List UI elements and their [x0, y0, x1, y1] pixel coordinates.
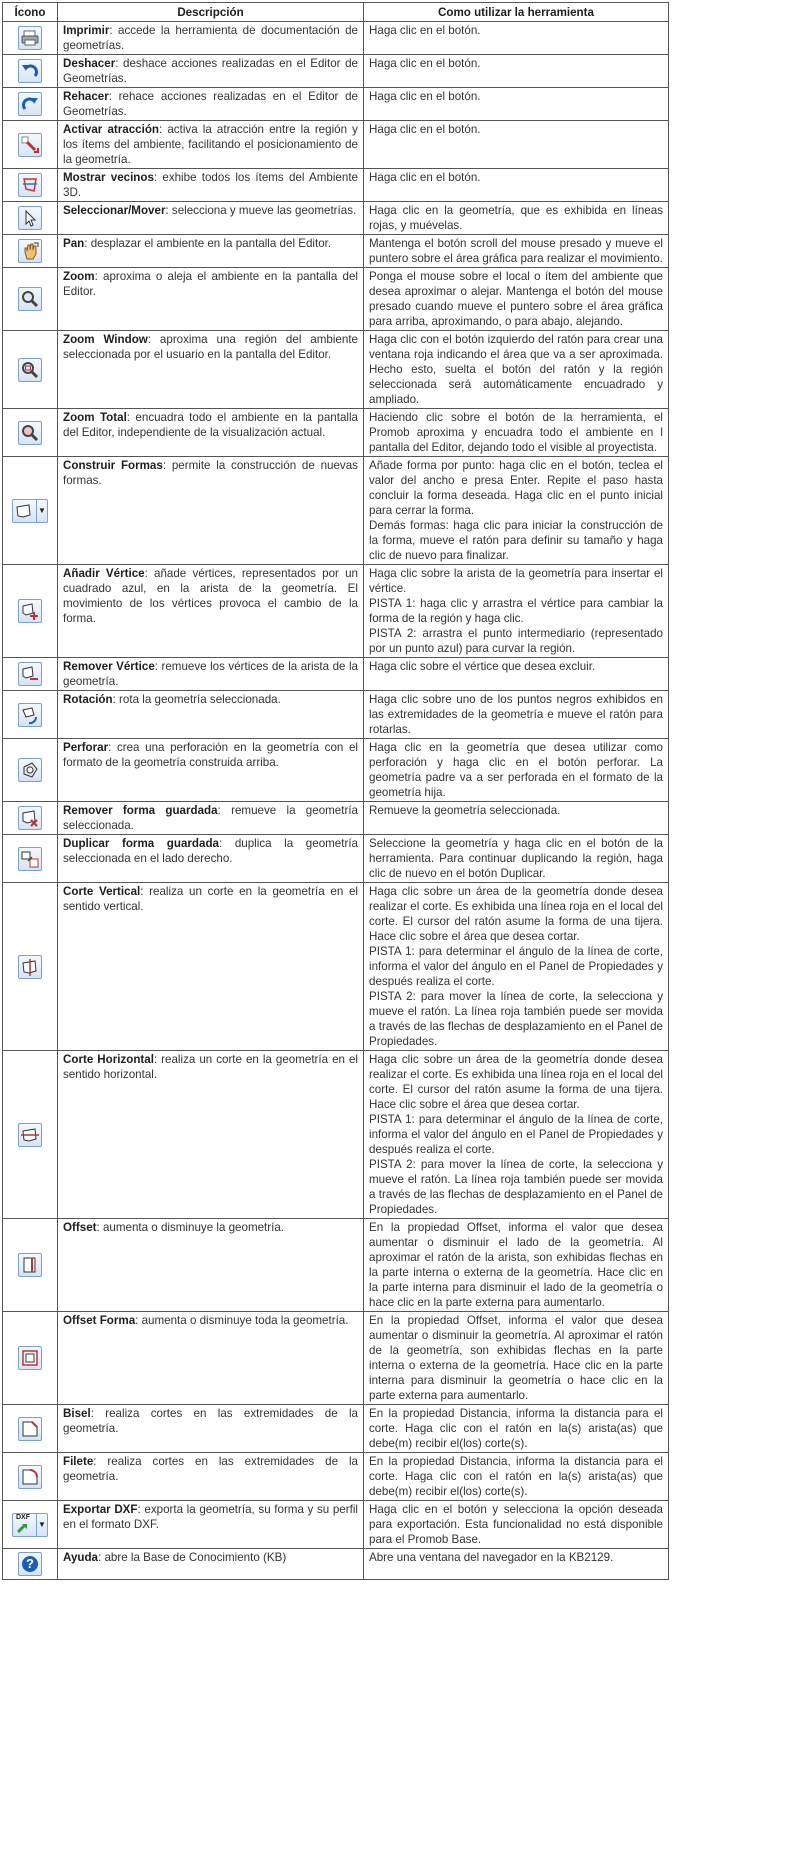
tool-description: : aproxima una región del ambiente seleccionada por el usuario en la pantalla del Editor. — [63, 333, 358, 361]
tool-name: Exportar DXF — [63, 1503, 138, 1516]
usage-paragraph: Haga clic sobre un área de la geometría donde desea realizar el corte. Es exhibida una línea roja en el local del corte. El cursor del ratón asume la forma de una tijera. Hace clic sobre el área que desea cortar. — [369, 1053, 663, 1111]
tool-name: Bisel — [63, 1407, 91, 1420]
header-icon: Ícono — [3, 3, 58, 22]
cursor-icon[interactable] — [18, 206, 42, 230]
usage-paragraph: En la propiedad Offset, informa el valor que desea aumentar o disminuir la geometría. Al aproximar el ratón de la geometría, son exhibidas flechas en la parte interna o externa de la geometría. Hace clic en la parte interna para disminuir la geometría o hace clic en la parte externa para aumentarlo. — [369, 1314, 663, 1402]
tool-name: Remover forma guardada — [63, 804, 218, 817]
header-usage: Como utilizar la herramienta — [364, 3, 669, 22]
table-row — [3, 1501, 669, 1549]
table-row — [3, 1453, 669, 1501]
usage-cell — [364, 268, 669, 331]
usage-paragraph: PISTA 1: haga clic y arrastra el vértice para cambiar la forma de la región y haga clic. — [369, 597, 663, 625]
perforate-icon[interactable] — [18, 758, 42, 782]
tool-name: Zoom Window — [63, 333, 148, 346]
usage-cell — [364, 883, 669, 1051]
icon-cell — [3, 1051, 58, 1219]
tool-name: Imprimir — [63, 24, 110, 37]
dxf-label: DXF — [16, 1513, 30, 1521]
table-header-row — [3, 3, 669, 22]
add-vertex-icon[interactable] — [18, 599, 42, 623]
icon-cell — [3, 658, 58, 691]
table-row — [3, 1051, 669, 1219]
description-cell — [58, 88, 364, 121]
tool-description: : exhibe todos los ítems del Ambiente 3D. — [63, 171, 358, 199]
tool-description: : aproxima o aleja el ambiente en la pantalla del Editor. — [63, 270, 358, 298]
fillet-icon[interactable] — [18, 1465, 42, 1489]
usage-cell — [364, 802, 669, 835]
tool-name: Rotación — [63, 693, 113, 706]
tool-description: : desplazar el ambiente en la pantalla del Editor. — [84, 237, 332, 250]
undo-icon[interactable] — [18, 59, 42, 83]
printer-icon[interactable] — [18, 26, 42, 50]
redo-icon[interactable] — [18, 92, 42, 116]
tool-name: Remover Vértice — [63, 660, 155, 673]
usage-paragraph: Haga clic sobre uno de los puntos negros exhibidos en las extremidades de la geometría e mueve el ratón para rotarlas. — [369, 693, 663, 736]
usage-paragraph: Haga clic en la geometría que desea utilizar como perforación y haga clic en el botón perforar. La geometría padre va a ser perforada en el formato de la geometría hija. — [369, 741, 663, 799]
zoom-window-icon[interactable] — [18, 358, 42, 382]
description-cell — [58, 409, 364, 457]
usage-paragraph: Haga clic sobre la arista de la geometría para insertar el vértice. — [369, 567, 663, 595]
tool-name: Filete — [63, 1455, 94, 1468]
usage-paragraph: PISTA 2: arrastra el punto intermediario (representado por un punto azul) para curvar la región. — [369, 627, 663, 655]
tool-name: Duplicar forma guardada — [63, 837, 219, 850]
table-row — [3, 565, 669, 658]
description-cell — [58, 1549, 364, 1580]
usage-cell — [364, 658, 669, 691]
description-cell — [58, 331, 364, 409]
usage-paragraph: PISTA 1: para determinar el ángulo de la línea de corte, informa el valor del ángulo en el Panel de Propiedades y después realiza el corte. — [369, 1113, 663, 1156]
icon-cell — [3, 202, 58, 235]
tool-description: : añade vértices, representados por un cuadrado azul, en la arista de la geometría. El movimiento de los vértices provoca el cambio de la forma. — [63, 567, 358, 625]
icon-cell — [3, 55, 58, 88]
table-row — [3, 409, 669, 457]
usage-cell — [364, 565, 669, 658]
usage-cell — [364, 1501, 669, 1549]
icon-cell — [3, 739, 58, 802]
vertical-cut-icon[interactable] — [18, 955, 42, 979]
usage-paragraph: Haga clic en el botón. — [369, 24, 481, 37]
table-row — [3, 658, 669, 691]
table-row — [3, 22, 669, 55]
usage-paragraph: Haga clic sobre un área de la geometría donde desea realizar el corte. Es exhibida una línea roja en el local del corte. El cursor del ratón asume la forma de una tijera. Hace clic sobre el área que desea cortar. — [369, 885, 663, 943]
description-cell — [58, 457, 364, 565]
build-shape-icon[interactable] — [12, 499, 48, 523]
usage-paragraph: En la propiedad Distancia, informa la distancia para el corte. Haga clic con el ratón en la(s) arista(as) que debe(m) recibir el(los) corte(s). — [369, 1455, 663, 1498]
tool-description: : selecciona y mueve las geometrías. — [165, 204, 357, 217]
icon-cell — [3, 1219, 58, 1312]
usage-cell — [364, 691, 669, 739]
description-cell — [58, 802, 364, 835]
tool-name: Mostrar vecinos — [63, 171, 154, 184]
table-row — [3, 802, 669, 835]
description-cell — [58, 121, 364, 169]
export-dxf-icon[interactable] — [12, 1513, 48, 1537]
usage-cell — [364, 1453, 669, 1501]
duplicate-shape-icon[interactable] — [18, 847, 42, 871]
description-cell — [58, 22, 364, 55]
tool-name: Seleccionar/Mover — [63, 204, 166, 217]
usage-cell — [364, 739, 669, 802]
description-cell — [58, 55, 364, 88]
header-description: Descripción — [58, 3, 364, 22]
tool-name: Activar atracción — [63, 123, 159, 136]
tool-description: : rehace acciones realizadas en el Editor de Geometrías. — [63, 90, 358, 118]
icon-cell — [3, 691, 58, 739]
icon-cell — [3, 802, 58, 835]
tool-description: : realiza cortes en las extremidades de la geometría. — [63, 1455, 358, 1483]
icon-cell — [3, 1549, 58, 1580]
tool-description: : aumenta o disminuye la geometría. — [96, 1221, 285, 1234]
description-cell — [58, 202, 364, 235]
tool-name: Rehacer — [63, 90, 109, 103]
remove-vertex-icon[interactable] — [18, 662, 42, 686]
tool-name: Perforar — [63, 741, 109, 754]
usage-cell — [364, 88, 669, 121]
tool-name: Corte Vertical — [63, 885, 141, 898]
tool-name: Offset — [63, 1221, 97, 1234]
description-cell — [58, 835, 364, 883]
help-icon[interactable] — [18, 1552, 42, 1576]
horizontal-cut-icon[interactable] — [18, 1123, 42, 1147]
icon-cell — [3, 22, 58, 55]
icon-cell — [3, 883, 58, 1051]
usage-cell — [364, 1219, 669, 1312]
icon-cell — [3, 121, 58, 169]
usage-paragraph: Demás formas: haga clic para iniciar la construcción de la forma, mueve el ratón para definir su tamaño y haga clic de nuevo para finalizar. — [369, 519, 663, 562]
usage-cell — [364, 22, 669, 55]
usage-paragraph: Haga clic en la geometría, que es exhibida en líneas rojas, y muévelas. — [369, 204, 663, 232]
usage-cell — [364, 121, 669, 169]
icon-cell — [3, 409, 58, 457]
description-cell — [58, 691, 364, 739]
tool-name: Añadir Vértice — [63, 567, 145, 580]
description-cell — [58, 1051, 364, 1219]
table-row — [3, 739, 669, 802]
usage-paragraph: Haga clic en el botón y selecciona la opción deseada para exportación. Esta funcionalidad no está disponible para el Promob Base. — [369, 1503, 663, 1546]
description-cell — [58, 235, 364, 268]
tool-name: Zoom Total — [63, 411, 127, 424]
usage-paragraph: Haga clic en el botón. — [369, 171, 481, 184]
icon-cell — [3, 1453, 58, 1501]
table-row — [3, 1549, 669, 1580]
table-row — [3, 457, 669, 565]
tool-description: : encuadra todo el ambiente en la pantalla del Editor, independiente de la visualización actual. — [63, 411, 358, 439]
table-row — [3, 88, 669, 121]
usage-cell — [364, 202, 669, 235]
offset-icon[interactable] — [18, 1253, 42, 1277]
usage-paragraph: Remueve la geometría seleccionada. — [369, 804, 561, 817]
usage-paragraph: Haciendo clic sobre el botón de la herramienta, el Promob aproxima y encuadra todo el ambiente en l pantalla del Editor, dejando todo el visible al proyectista. — [369, 411, 663, 454]
table-row — [3, 691, 669, 739]
pan-hand-icon[interactable] — [18, 239, 42, 263]
table-row — [3, 1405, 669, 1453]
usage-paragraph: Haga clic en el botón. — [369, 57, 481, 70]
tool-description: : realiza un corte en la geometría en el sentido horizontal. — [63, 1053, 358, 1081]
tool-description: : realiza un corte en la geometría en el sentido vertical. — [63, 885, 359, 913]
description-cell — [58, 1501, 364, 1549]
tool-description: : duplica la geometría seleccionada en el lado derecho. — [63, 837, 358, 865]
table-row — [3, 169, 669, 202]
usage-cell — [364, 235, 669, 268]
table-row — [3, 835, 669, 883]
icon-cell — [3, 88, 58, 121]
tool-description: : exporta la geometría, su forma y su perfil en el formato DXF. — [63, 1503, 358, 1531]
usage-cell — [364, 1051, 669, 1219]
description-cell — [58, 658, 364, 691]
tool-name: Offset Forma — [63, 1314, 136, 1327]
tool-name: Construir Formas — [63, 459, 163, 472]
usage-paragraph: Mantenga el botón scroll del mouse presado y mueve el puntero sobre el área gráfica para realizar el movimiento. — [369, 237, 663, 265]
usage-paragraph: En la propiedad Offset, informa el valor que desea aumentar o disminuir el lado de la geometría. Al aproximar el ratón de la arista, son exhibidas flechas en la parte interna o externa de la geometría. Hace clic en la parte interna para disminuir el lado de la geometría o hace clic en la parte externa para aumentarlo. — [369, 1221, 663, 1309]
table-row — [3, 1312, 669, 1405]
icon-cell — [3, 169, 58, 202]
icon-cell — [3, 835, 58, 883]
usage-paragraph: En la propiedad Distancia, informa la distancia para el corte. Haga clic con el ratón en la(s) arista(as) que debe(m) recibir el(los) corte(s). — [369, 1407, 663, 1450]
usage-paragraph: Haga clic sobre el vértice que desea excluir. — [369, 660, 596, 673]
usage-cell — [364, 55, 669, 88]
icon-cell — [3, 331, 58, 409]
help-mark: ? — [26, 1556, 34, 1571]
usage-paragraph: PISTA 2: para mover la línea de corte, la selecciona y mueve el ratón. La línea roja también puede ser movida a través de las flechas de desplazamiento en el Panel de Propiedades. — [369, 990, 663, 1048]
offset-shape-icon[interactable] — [18, 1346, 42, 1370]
tool-description: : activa la atracción entre la región y los ítems del ambiente, facilitando el posicionamiento de la geometría. — [63, 123, 358, 166]
description-cell — [58, 883, 364, 1051]
description-cell — [58, 268, 364, 331]
tool-name: Corte Horizontal — [63, 1053, 154, 1066]
chevron-down-icon[interactable]: ▼ — [36, 1514, 47, 1536]
rotate-icon[interactable] — [18, 703, 42, 727]
table-row — [3, 331, 669, 409]
description-cell — [58, 1219, 364, 1312]
table-row — [3, 55, 669, 88]
description-cell — [58, 739, 364, 802]
usage-paragraph: Abre una ventana del navegador en la KB2129. — [369, 1551, 614, 1564]
usage-cell — [364, 1405, 669, 1453]
usage-paragraph: PISTA 2: para mover la línea de corte, la selecciona y mueve el ratón. La línea roja también puede ser movida a través de las flechas de desplazamiento en el Panel de Propiedades. — [369, 1158, 663, 1216]
table-row — [3, 883, 669, 1051]
icon-cell — [3, 565, 58, 658]
usage-cell — [364, 409, 669, 457]
tool-name: Zoom — [63, 270, 95, 283]
table-row — [3, 235, 669, 268]
remove-shape-icon[interactable] — [18, 806, 42, 830]
usage-cell — [364, 1312, 669, 1405]
tool-description: : permite la construcción de nuevas formas. — [63, 459, 358, 487]
usage-paragraph: Haga clic en el botón. — [369, 123, 481, 136]
tool-name: Pan — [63, 237, 85, 250]
table-row — [3, 1219, 669, 1312]
table-row — [3, 121, 669, 169]
icon-cell — [3, 235, 58, 268]
tool-name: Deshacer — [63, 57, 116, 70]
bevel-icon[interactable] — [18, 1417, 42, 1441]
tool-name: Ayuda — [63, 1551, 99, 1564]
tool-description: : crea una perforación en la geometría con el formato de la geometría construida arriba. — [63, 741, 358, 769]
table-row — [3, 268, 669, 331]
usage-cell — [364, 835, 669, 883]
tool-description: : rota la geometría seleccionada. — [112, 693, 281, 706]
icon-cell — [3, 1405, 58, 1453]
description-cell — [58, 1405, 364, 1453]
tool-description: : remueve los vértices de la arista de la geometría. — [63, 660, 358, 688]
icon-cell — [3, 457, 58, 565]
description-cell — [58, 1312, 364, 1405]
usage-paragraph: Haga clic con el botón izquierdo del ratón para crear una ventana roja indicando el área que va a ser aproximada. Hecho esto, suelta el botón del ratón y la región seleccionada será automáticamente encuadrado y ampliado. — [369, 333, 663, 406]
tool-description: : aumenta o disminuye toda la geometría. — [135, 1314, 349, 1327]
usage-paragraph: Añade forma por punto: haga clic en el botón, teclea el valor del ancho e presa Enter. Repite el paso hasta concluir la forma deseada. Haga clic en el punto inicial para cerrar la forma. — [369, 459, 663, 517]
tool-description: : deshace acciones realizadas en el Editor de Geometrías. — [63, 57, 358, 85]
usage-paragraph: Haga clic en el botón. — [369, 90, 481, 103]
tool-description: : accede la herramienta de documentación de geometrías. — [63, 24, 358, 52]
snap-icon[interactable] — [18, 133, 42, 157]
usage-cell — [364, 331, 669, 409]
description-cell — [58, 169, 364, 202]
description-cell — [58, 565, 364, 658]
tools-table — [2, 2, 669, 1580]
description-cell — [58, 1453, 364, 1501]
usage-paragraph: Ponga el mouse sobre el local o ítem del ambiente que desea aproximar o alejar. Mantenga el botón del mouse presado cuando mueve el puntero sobre el área gráfica para arriba, aproximando, o para abajo, alejando. — [369, 270, 663, 328]
tool-description: : remueve la geometría seleccionada. — [63, 804, 358, 832]
table-row — [3, 202, 669, 235]
usage-paragraph: PISTA 1: para determinar el ángulo de la línea de corte, informa el valor del ángulo en el Panel de Propiedades y después realiza el corte. — [369, 945, 663, 988]
icon-cell — [3, 1312, 58, 1405]
chevron-down-icon[interactable]: ▼ — [36, 500, 47, 522]
zoom-total-icon[interactable] — [18, 421, 42, 445]
usage-cell — [364, 169, 669, 202]
icon-cell — [3, 268, 58, 331]
zoom-icon[interactable] — [18, 287, 42, 311]
tool-description: : realiza cortes en las extremidades de la geometría. — [63, 1407, 358, 1435]
icon-cell — [3, 1501, 58, 1549]
usage-cell — [364, 457, 669, 565]
tool-description: : abre la Base de Conocimiento (KB) — [98, 1551, 287, 1564]
usage-cell — [364, 1549, 669, 1580]
usage-paragraph: Seleccione la geometría y haga clic en el botón de la herramienta. Para continuar duplicando la región, haga clic de nuevo en el botón Duplicar. — [369, 837, 663, 880]
neighbors-icon[interactable] — [18, 173, 42, 197]
